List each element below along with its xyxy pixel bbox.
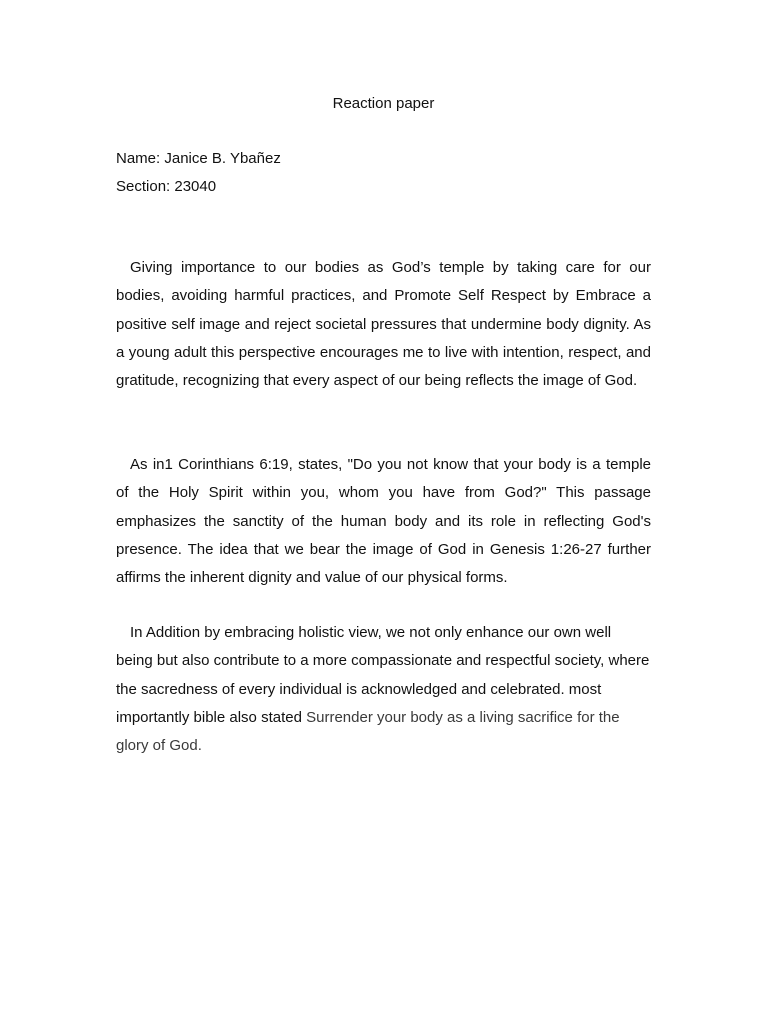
document-page — [116, 0, 651, 1024]
document-title: Reaction paper — [332, 95, 435, 112]
paragraph-1: Giving importance to our bodies as God’s temple by taking care for our bodies, avoiding harmful practices, and Promote Self Respect by Embrace a positive self image and reject societal pressures that undermine body dignity. As a young adult this perspective encourages me to live with intention, respect, and gratitude, recognizing that every aspect of our being reflects the image of God. — [116, 259, 651, 390]
paragraph-3-text: In Addition by embracing holistic view, we not only enhance our own well being but also contribute to a more compassionate and respectful society, where the sacredness of every individual is acknowledged and celebrated. most importantly bible also stated — [116, 624, 650, 726]
section-number: Section: 23040 — [116, 178, 217, 195]
author-name: Name: Janice B. Ybañez — [116, 150, 281, 167]
paragraph-3 — [116, 619, 651, 760]
bible-quote: Surrender your body as a living sacrifice for the glory of God. — [116, 708, 620, 755]
paragraph-2: As in1 Corinthians 6:19, states, "Do you not know that your body is a temple of the Holy Spirit within you, whom you have from God?" This passage emphasizes the sanctity of the human body and its role in reflecting God's presence. The idea that we bear the image of God in Genesis 1:26-27 further affirms the inherent dignity and value of our physical forms. — [116, 456, 651, 587]
